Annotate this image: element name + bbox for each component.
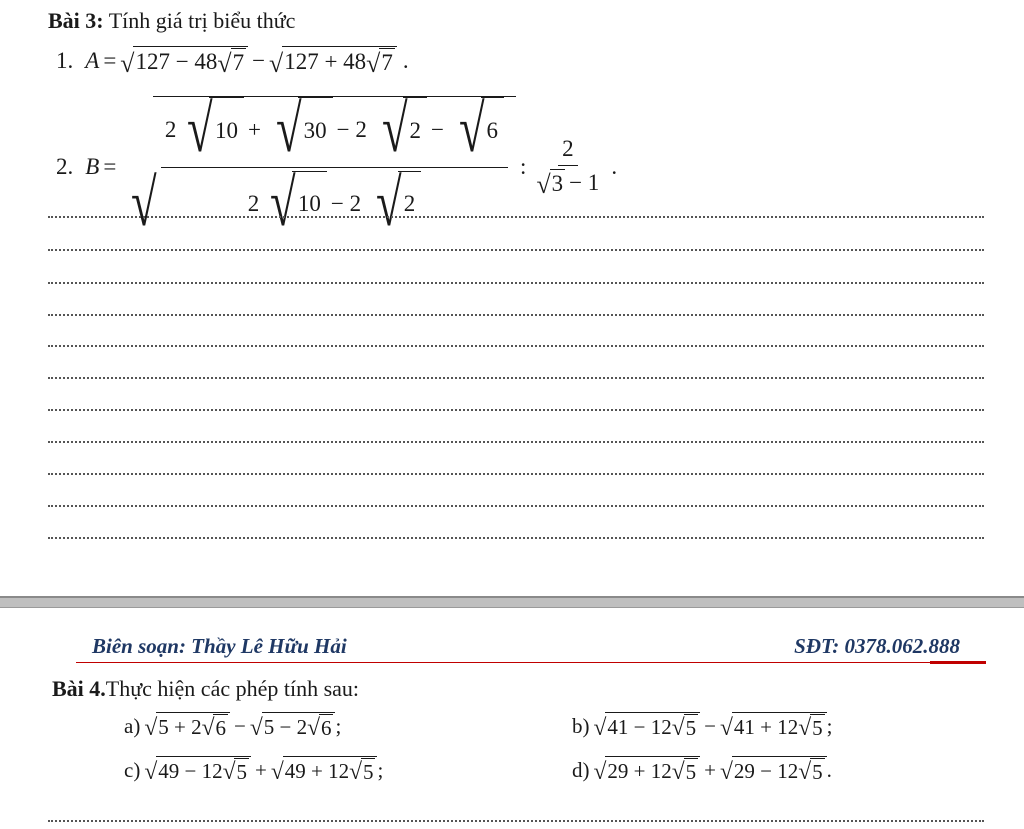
fraction-numerator: 2 (558, 136, 578, 166)
radicand: 6 (481, 97, 505, 164)
minus-one: − 1 (569, 170, 600, 196)
radical (448, 93, 504, 166)
phone-number: SĐT: 0378.062.888 (794, 634, 960, 658)
inner-radicand: 5 (685, 716, 697, 740)
radical (265, 93, 333, 166)
radical-sign: √ (798, 758, 812, 785)
item-label: d) (572, 757, 590, 782)
radical-sign: √ (720, 758, 733, 785)
equals-sign: = (103, 48, 117, 74)
inner-radical (307, 714, 333, 740)
radicand (133, 46, 248, 76)
fraction-numerator (161, 93, 508, 168)
coef: 2 (247, 190, 260, 216)
answer-line (48, 473, 984, 475)
inner-radicand: 5 (362, 760, 374, 784)
radicand-text: 29 − 12 (733, 759, 799, 783)
radical-sign: √ (671, 758, 685, 785)
answer-line (48, 216, 984, 218)
outer-radical (720, 712, 827, 740)
radical-sign: √ (275, 93, 302, 166)
answer-line (48, 314, 984, 316)
radicand-text: 127 + 48 (284, 49, 367, 74)
item-label: a) (124, 713, 141, 738)
radicand-text: 5 − 2 (263, 715, 308, 739)
exercise-3-heading (48, 8, 295, 34)
page-separator (0, 596, 1024, 608)
radicand (282, 46, 397, 76)
radicand-text: 5 + 2 (158, 715, 202, 739)
operator: − (233, 713, 246, 738)
radicand-text: 49 + 12 (284, 759, 350, 783)
item-number: 1. (56, 48, 74, 74)
footer-rule (76, 662, 986, 663)
terminator: . (826, 757, 832, 782)
outer-radical (144, 712, 230, 740)
answer-line (48, 377, 984, 379)
fraction-denominator (244, 168, 425, 238)
division-colon: : (520, 153, 527, 179)
answer-line (48, 441, 984, 443)
page-footer (92, 630, 968, 662)
radical-sign: √ (222, 758, 236, 785)
inner-radical (366, 48, 395, 76)
answer-line (48, 820, 984, 822)
radical-sign: √ (201, 714, 215, 741)
inner-radicand: 5 (685, 760, 697, 784)
answer-line (48, 282, 984, 284)
radicand (156, 712, 230, 740)
radicand: 2 (398, 171, 422, 238)
outer-radical (120, 46, 248, 76)
minus-sign: − (252, 48, 266, 74)
radical-sign: √ (381, 93, 408, 166)
terminator: ; (377, 757, 384, 782)
item-label: b) (572, 713, 590, 738)
minus-term: − 2 (336, 117, 367, 143)
radical-sign: √ (458, 93, 485, 166)
radicand-text: 29 + 12 (607, 759, 672, 783)
radical-sign: √ (187, 93, 214, 166)
inner-radicand: 6 (320, 716, 332, 740)
exercise-4-label: Bài 4. (52, 676, 106, 701)
outer-radical (720, 756, 827, 784)
operator: + (704, 757, 716, 782)
radicand-text: 127 − 48 (135, 49, 218, 74)
expression-a (56, 46, 409, 76)
radicand-text: 49 − 12 (158, 759, 223, 783)
radicand: 10 (209, 97, 244, 164)
radicand: 10 (292, 171, 327, 238)
radical (371, 93, 427, 166)
minus-term: − 2 (330, 190, 362, 216)
inner-radicand: 6 (215, 716, 226, 740)
variable-a: A (85, 48, 100, 74)
outer-radical (250, 712, 336, 740)
radical-sign: √ (593, 714, 607, 741)
inner-radical (798, 714, 824, 740)
terminator: ; (826, 713, 833, 738)
radicand (605, 712, 700, 740)
item-number: 2. (56, 153, 74, 179)
radical-sign: √ (376, 166, 402, 240)
period: . (402, 48, 409, 74)
radical-sign: √ (270, 166, 296, 240)
radical-sign: √ (349, 758, 362, 785)
footer-rule-accent (930, 661, 986, 664)
inner-radicand: 5 (812, 716, 823, 740)
radicand (732, 712, 827, 740)
radical-sign: √ (270, 758, 284, 785)
terminator: ; (335, 713, 342, 738)
radical-sign: √ (798, 714, 812, 741)
minus-sign: − (430, 117, 444, 143)
outer-radical (144, 756, 251, 784)
radical-sign: √ (131, 166, 157, 240)
inner-radical (217, 48, 246, 76)
answer-line (48, 249, 984, 251)
radicand: 3 (551, 170, 564, 196)
radical-sign: √ (120, 48, 135, 78)
exercise-item-b (572, 712, 833, 740)
radical-sign: √ (144, 758, 158, 785)
equals-sign: = (103, 153, 117, 179)
item-label: c) (124, 757, 141, 782)
exercise-item-a (124, 712, 341, 740)
radicand (732, 756, 827, 784)
radical-sign: √ (671, 714, 685, 741)
inner-radical (672, 714, 698, 740)
exercise-3-label: Bài 3: (48, 8, 104, 33)
radical (365, 166, 421, 240)
inner-radical (202, 714, 228, 740)
radical-sign: √ (217, 48, 232, 78)
second-fraction (532, 136, 603, 197)
radicand (156, 756, 251, 784)
answer-line (48, 409, 984, 411)
fraction-denominator (532, 166, 603, 197)
radicand (262, 712, 336, 740)
radicand (605, 756, 700, 784)
exercise-item-c (124, 756, 383, 784)
inner-radical (223, 758, 249, 784)
outer-radical (269, 46, 397, 76)
exercise-4-title: Thực hiện các phép tính sau: (105, 676, 360, 701)
answer-line (48, 505, 984, 507)
radical-sign: √ (366, 48, 381, 78)
inner-radical (349, 758, 375, 784)
radical-sign: √ (144, 714, 158, 741)
radicand-text: 41 + 12 (733, 715, 799, 739)
outer-radical (594, 712, 701, 740)
radicand: 2 (403, 97, 427, 164)
answer-line (48, 345, 984, 347)
radical (259, 166, 327, 240)
author-credit: Biên soạn: Thầy Lê Hữu Hải (92, 634, 347, 658)
inner-radical (672, 758, 698, 784)
exercise-item-d (572, 756, 832, 784)
variable-b: B (85, 153, 100, 179)
inner-radicand: 7 (381, 50, 393, 75)
radicand-text: 41 − 12 (607, 715, 672, 739)
radical (536, 169, 565, 197)
radical-sign: √ (593, 758, 607, 785)
radicand: 30 (298, 97, 333, 164)
coef: 2 (164, 117, 177, 143)
radicand (283, 756, 378, 784)
exercise-3-title: Tính giá trị biểu thức (108, 8, 296, 33)
inner-radical (798, 758, 824, 784)
inner-radicand: 5 (236, 760, 247, 784)
operator: + (254, 757, 267, 782)
operator: − (704, 713, 716, 738)
inner-radicand: 5 (812, 760, 823, 784)
period: . (611, 153, 618, 179)
plus-sign: + (248, 117, 261, 143)
outer-radical (594, 756, 701, 784)
radical-sign: √ (720, 714, 733, 741)
outer-radical (271, 756, 378, 784)
radical-sign: √ (536, 169, 551, 199)
radical-sign: √ (249, 714, 263, 741)
answer-line (48, 537, 984, 539)
exercise-4-heading (52, 676, 359, 702)
radical-sign: √ (307, 714, 320, 741)
radical-sign: √ (269, 48, 284, 78)
radical (176, 93, 244, 166)
inner-radicand: 7 (232, 50, 245, 75)
